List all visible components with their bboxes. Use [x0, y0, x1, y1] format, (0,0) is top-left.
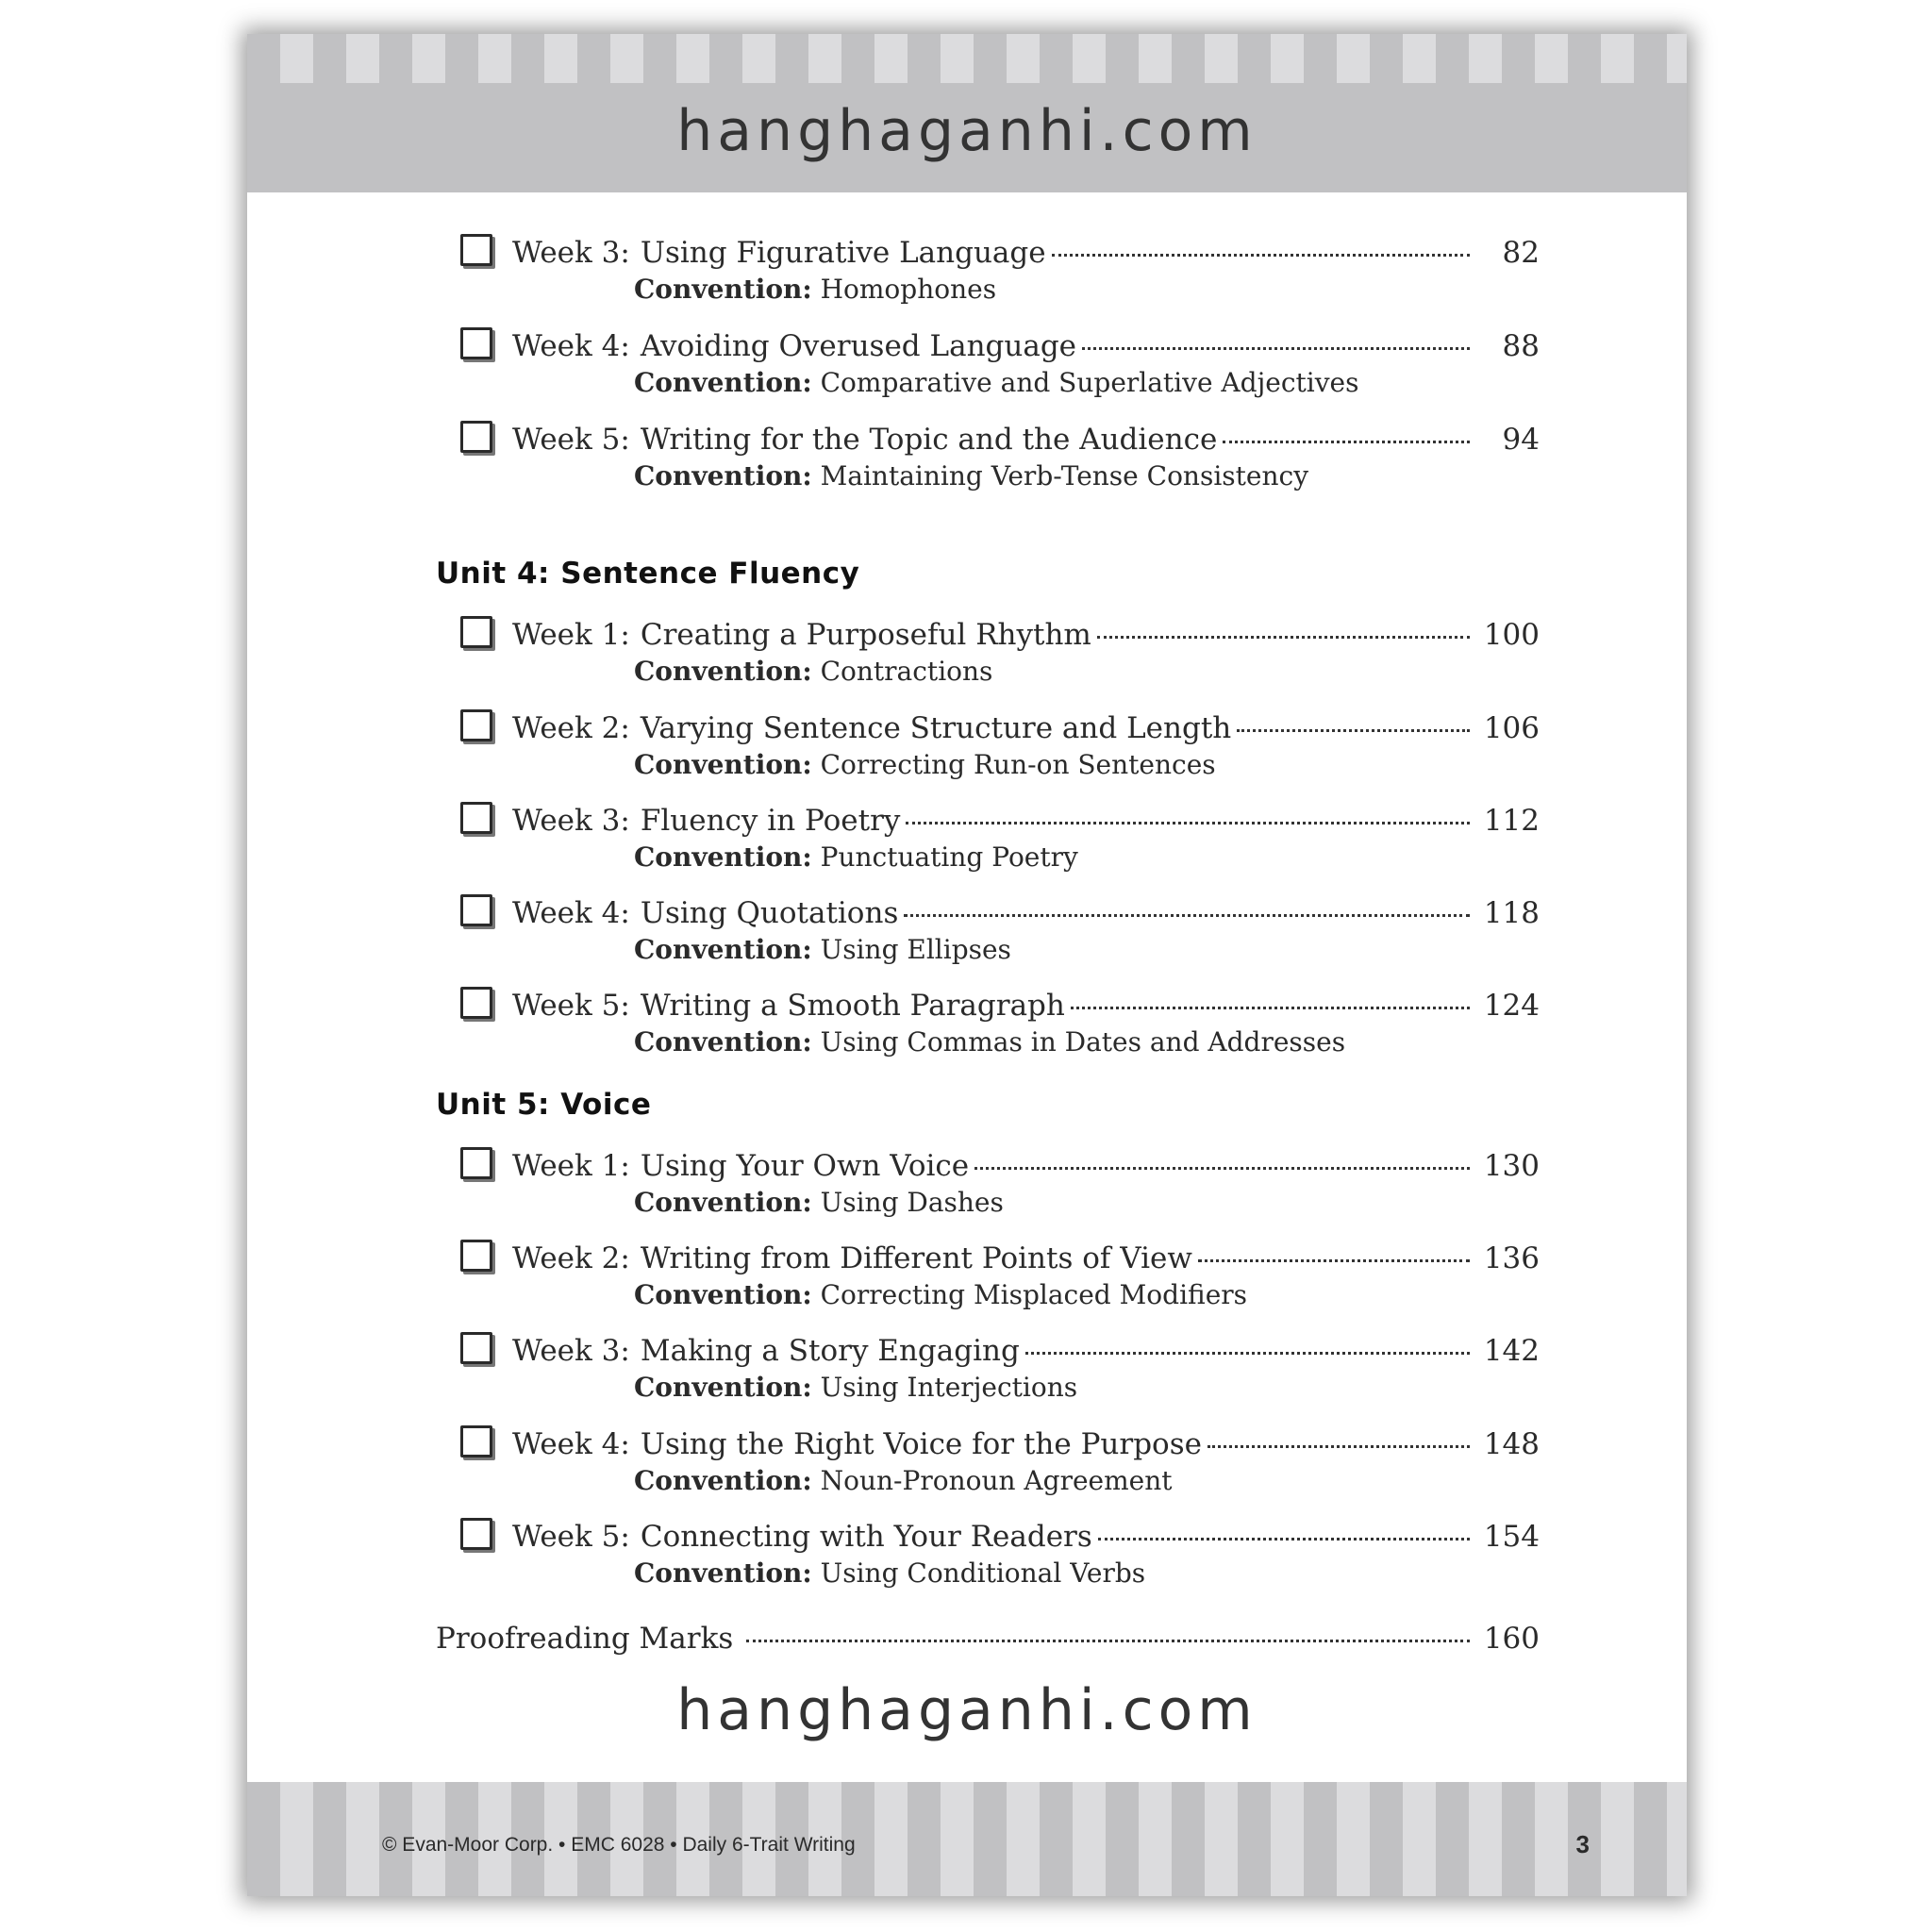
convention-text: Comparative and Superlative Adjectives	[820, 367, 1359, 398]
dot-leader	[904, 914, 1470, 917]
entry-title: Creating a Purposeful Rhythm	[640, 618, 1091, 652]
entry-title: Connecting with Your Readers	[640, 1520, 1092, 1554]
dot-leader	[1237, 729, 1470, 732]
dot-leader	[1208, 1445, 1470, 1448]
convention-text: Using Dashes	[820, 1187, 1004, 1218]
entry-title: Using Figurative Language	[640, 236, 1046, 270]
convention-text: Using Ellipses	[820, 934, 1011, 965]
entry-title: Writing a Smooth Paragraph	[640, 989, 1065, 1023]
entry-title: Fluency in Poetry	[640, 804, 901, 838]
toc-entry	[436, 1334, 1540, 1409]
page-number: 112	[1483, 804, 1540, 838]
dot-leader	[1025, 1352, 1470, 1355]
footer-page-number: 3	[1575, 1830, 1590, 1858]
entry-title: Using Your Own Voice	[640, 1149, 970, 1183]
checkbox[interactable]	[460, 421, 492, 453]
convention-line	[634, 934, 1011, 965]
page-number: 154	[1483, 1520, 1540, 1554]
convention-label: Convention:	[634, 274, 812, 305]
watermark-top: hanghaganhi.com	[676, 98, 1257, 164]
unit-heading: Unit 5: Voice	[436, 1088, 652, 1122]
page-number: 82	[1502, 236, 1540, 270]
convention-label: Convention:	[634, 841, 812, 873]
convention-text: Using Conditional Verbs	[820, 1557, 1146, 1589]
entry-title: Writing from Different Points of View	[640, 1241, 1192, 1275]
checkbox[interactable]	[460, 616, 492, 648]
toc-entry	[436, 711, 1540, 787]
convention-line	[634, 1026, 1345, 1058]
header-stripes	[247, 34, 1687, 83]
week-label: Week 1:	[512, 618, 630, 652]
page-number: 94	[1502, 423, 1540, 457]
convention-label: Convention:	[634, 367, 812, 398]
convention-line	[634, 367, 1358, 398]
dot-leader	[746, 1640, 1470, 1642]
dot-leader	[974, 1167, 1470, 1170]
checkbox[interactable]	[460, 987, 492, 1019]
week-label: Week 5:	[512, 989, 630, 1023]
convention-line	[634, 1279, 1247, 1310]
convention-label: Convention:	[634, 1187, 812, 1218]
week-label: Week 3:	[512, 804, 630, 838]
checkbox[interactable]	[460, 802, 492, 834]
page-number: 148	[1483, 1427, 1540, 1461]
page-number: 136	[1483, 1241, 1540, 1275]
dot-leader	[1097, 636, 1470, 639]
convention-label: Convention:	[634, 460, 812, 491]
convention-label: Convention:	[634, 1279, 812, 1310]
toc-entry	[436, 896, 1540, 972]
checkbox[interactable]	[460, 709, 492, 741]
week-label: Week 5:	[512, 1520, 630, 1554]
convention-label: Convention:	[634, 1026, 812, 1058]
dot-leader	[1198, 1259, 1470, 1262]
checkbox[interactable]	[460, 1332, 492, 1364]
week-label: Week 4:	[512, 1427, 630, 1461]
toc-entry	[436, 1149, 1540, 1224]
toc-entry	[436, 1241, 1540, 1317]
checkbox[interactable]	[460, 234, 492, 266]
convention-text: Contractions	[820, 656, 993, 687]
convention-line	[634, 460, 1308, 491]
proofreading-entry	[436, 1622, 1540, 1656]
page-number: 100	[1483, 618, 1540, 652]
convention-line	[634, 1372, 1077, 1403]
footer-copyright: © Evan-Moor Corp. • EMC 6028 • Daily 6-Trait Writing	[382, 1834, 856, 1856]
toc-entry	[436, 618, 1540, 693]
toc-entry	[436, 804, 1540, 879]
convention-text: Maintaining Verb-Tense Consistency	[820, 460, 1309, 491]
convention-text: Correcting Misplaced Modifiers	[820, 1279, 1248, 1310]
convention-label: Convention:	[634, 1465, 812, 1496]
convention-text: Correcting Run-on Sentences	[820, 749, 1216, 780]
toc-entry	[436, 1520, 1540, 1595]
page-number: 160	[1483, 1622, 1540, 1656]
page-number: 88	[1502, 329, 1540, 363]
checkbox[interactable]	[460, 1240, 492, 1272]
checkbox[interactable]	[460, 1425, 492, 1457]
convention-text: Noun-Pronoun Agreement	[820, 1465, 1173, 1496]
page-number: 124	[1483, 989, 1540, 1023]
convention-line	[634, 1465, 1173, 1496]
convention-line	[634, 1187, 1004, 1218]
week-label: Week 3:	[512, 1334, 630, 1368]
convention-line	[634, 1557, 1145, 1589]
page-number: 106	[1483, 711, 1540, 745]
toc-entry	[436, 329, 1540, 405]
convention-line	[634, 656, 992, 687]
entry-title: Writing for the Topic and the Audience	[640, 423, 1218, 457]
dot-leader	[1223, 441, 1470, 443]
convention-text: Using Interjections	[820, 1372, 1078, 1403]
unit-heading: Unit 4: Sentence Fluency	[436, 557, 860, 591]
proofreading-title: Proofreading Marks	[436, 1622, 734, 1656]
convention-label: Convention:	[634, 934, 812, 965]
convention-label: Convention:	[634, 656, 812, 687]
dot-leader	[1098, 1538, 1470, 1541]
convention-line	[634, 749, 1216, 780]
week-label: Week 5:	[512, 423, 630, 457]
convention-line	[634, 274, 996, 305]
convention-text: Using Commas in Dates and Addresses	[820, 1026, 1346, 1058]
week-label: Week 4:	[512, 329, 630, 363]
week-label: Week 4:	[512, 896, 630, 930]
page-number: 118	[1483, 896, 1540, 930]
checkbox[interactable]	[460, 894, 492, 926]
page-number: 142	[1483, 1334, 1540, 1368]
convention-text: Punctuating Poetry	[820, 841, 1078, 873]
week-label: Week 2:	[512, 1241, 630, 1275]
checkbox[interactable]	[460, 1518, 492, 1550]
entry-title: Making a Story Engaging	[640, 1334, 1020, 1368]
convention-label: Convention:	[634, 749, 812, 780]
convention-label: Convention:	[634, 1372, 812, 1403]
checkbox[interactable]	[460, 1147, 492, 1179]
document-page	[247, 34, 1687, 1896]
entry-title: Using Quotations	[640, 896, 899, 930]
dot-leader	[1052, 254, 1470, 257]
convention-text: Homophones	[820, 274, 997, 305]
dot-leader	[1082, 347, 1470, 350]
page-number: 130	[1483, 1149, 1540, 1183]
toc-entry	[436, 1427, 1540, 1503]
toc-entry	[436, 423, 1540, 498]
convention-line	[634, 841, 1078, 873]
entry-title: Varying Sentence Structure and Length	[640, 711, 1232, 745]
footer-band	[247, 1782, 1687, 1896]
week-label: Week 1:	[512, 1149, 630, 1183]
dot-leader	[1071, 1007, 1470, 1009]
entry-title: Avoiding Overused Language	[640, 329, 1077, 363]
watermark-bottom: hanghaganhi.com	[676, 1677, 1257, 1743]
dot-leader	[906, 822, 1470, 824]
toc-entry	[436, 989, 1540, 1064]
toc-entry	[436, 236, 1540, 311]
week-label: Week 3:	[512, 236, 630, 270]
week-label: Week 2:	[512, 711, 630, 745]
convention-label: Convention:	[634, 1557, 812, 1589]
checkbox[interactable]	[460, 327, 492, 359]
entry-title: Using the Right Voice for the Purpose	[640, 1427, 1202, 1461]
